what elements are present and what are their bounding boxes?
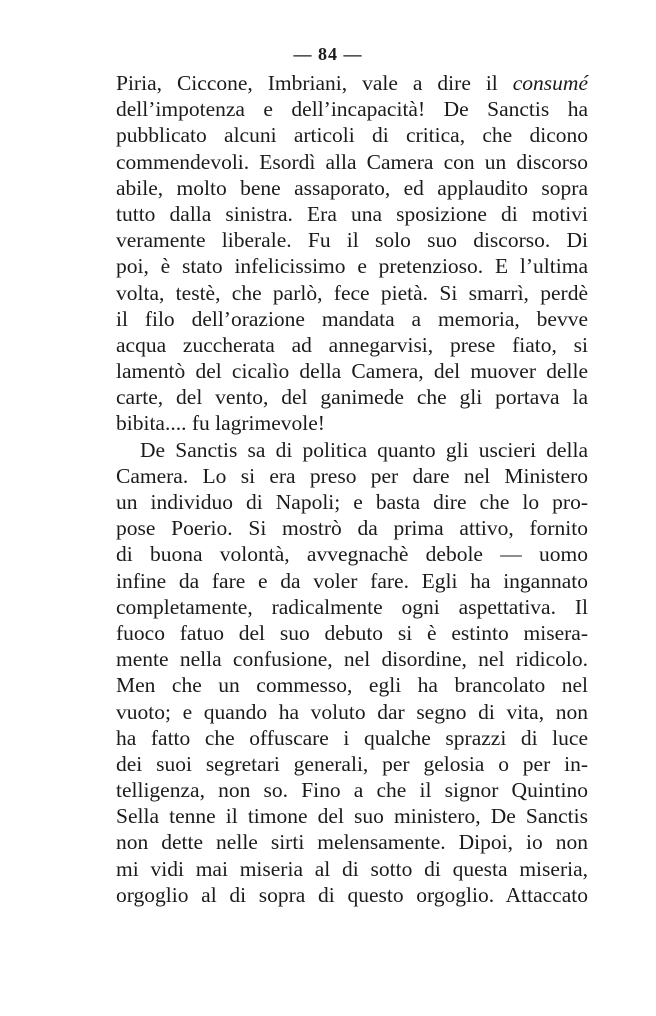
line-text: volta, testè, che parlò, fece pietà. Si smarrì, perdè	[116, 280, 588, 305]
text-line	[116, 882, 588, 908]
line-text: acqua zuccherata ad annegarvisi, prese fiato, si	[116, 332, 588, 357]
line-text: telligenza, non so. Fino a che il signor Quintino	[116, 778, 588, 803]
text-line	[116, 306, 588, 332]
text-line	[116, 358, 588, 384]
text-line	[116, 201, 588, 227]
text-line	[116, 227, 588, 253]
line-text: il filo dell’orazione mandata a memoria, bevve	[116, 306, 588, 331]
line-text: mente nella confusione, nel disordine, nel ridicolo.	[116, 647, 588, 672]
line-text: ha fatto che offuscare i qualche sprazzi di luce	[116, 725, 588, 750]
text-line	[116, 332, 588, 358]
text-line	[116, 280, 588, 306]
line-text: lamentò del cicalìo della Camera, del muover delle	[116, 359, 588, 384]
line-text: orgoglio al di sopra di questo orgoglio. Attaccato	[116, 882, 588, 907]
text-line	[116, 699, 588, 725]
line-text: Sella tenne il timone del suo ministero, De Sanctis	[116, 804, 588, 829]
line-text: mi vidi mai miseria al di sotto di questa miseria,	[116, 856, 588, 881]
text-line	[116, 803, 588, 829]
line-text: Camera. Lo si era preso per dare nel Ministero	[116, 463, 588, 488]
line-text: dei suoi segretari generali, per gelosia o per in-	[116, 751, 588, 776]
text-line	[116, 672, 588, 698]
text-line	[116, 410, 588, 436]
line-text: non dette nelle sirti melensamente. Dipoi, io non	[116, 830, 588, 855]
line-text: un individuo di Napoli; e basta dire che lo pro-	[116, 490, 588, 514]
line-text: poi, è stato infelicissimo e pretenzioso. E l’ultima	[116, 254, 588, 279]
line-text: completamente, radicalmente ogni aspettativa. Il	[116, 594, 588, 619]
line-text: veramente liberale. Fu il solo suo discorso. Di	[116, 228, 588, 253]
body-text	[116, 70, 588, 908]
line-text: vuoto; e quando ha voluto dar segno di vita, non	[116, 699, 588, 724]
text-line	[116, 594, 588, 620]
text-line	[116, 489, 588, 515]
text-line	[116, 515, 588, 541]
line-text: dell’impotenza e dell’incapacità! De Sanctis ha	[116, 97, 588, 122]
text-line	[116, 384, 588, 410]
line-text: pose Poerio. Si mostrò da prima attivo, fornito	[116, 516, 588, 541]
line-text: di buona volontà, avvegnachè debole — uomo	[116, 542, 588, 567]
text-line	[116, 541, 588, 567]
text-line	[116, 620, 588, 646]
line-text: pubblicato alcuni articoli di critica, che dicono	[116, 123, 588, 148]
text-line	[116, 70, 588, 96]
text-line	[116, 437, 588, 463]
line-text: De Sanctis sa di politica quanto gli uscieri della	[140, 437, 588, 462]
text-line	[116, 646, 588, 672]
text-line	[116, 463, 588, 489]
line-text: Men che un commesso, egli ha brancolato nel	[116, 673, 588, 698]
line-text: carte, del vento, del ganimede che gli portava la	[116, 385, 588, 410]
line-text: abile, molto bene assaporato, ed applaudito sopra	[116, 175, 588, 200]
emphasized-word: consumé	[512, 71, 588, 95]
text-line	[116, 175, 588, 201]
line-text: Piria, Ciccone, Imbriani, vale a dire il	[116, 71, 513, 95]
text-line	[116, 856, 588, 882]
text-line	[116, 568, 588, 594]
text-line	[116, 253, 588, 279]
text-line	[116, 725, 588, 751]
line-text: infine da fare e da voler fare. Egli ha ingannato	[116, 568, 588, 593]
text-line	[116, 777, 588, 803]
text-line	[116, 829, 588, 855]
line-text: fuoco fatuo del suo debuto si è estinto misera-	[116, 620, 588, 645]
text-line	[116, 149, 588, 175]
text-line	[116, 751, 588, 777]
line-text: commendevoli. Esordì alla Camera con un discorso	[116, 149, 588, 174]
line-text: tutto dalla sinistra. Era una sposizione di motivi	[116, 201, 588, 226]
text-line	[116, 122, 588, 148]
text-line	[116, 96, 588, 122]
page-number: — 84 —	[293, 44, 363, 64]
line-text: bibita.... fu lagrimevole!	[116, 411, 325, 436]
